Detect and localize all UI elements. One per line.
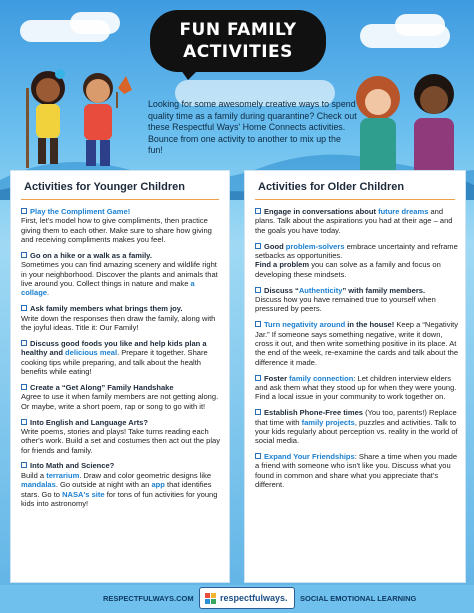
checkbox-icon[interactable] (255, 287, 261, 293)
title-banner (150, 10, 326, 72)
checkbox-icon[interactable] (255, 208, 261, 214)
list-item: Into Math and Science? Build a terrarium. Draw and color geometric designs like mandalas. Go outside at night with an app that identifies stars. Go to NASA's site for tons of fun activities for young kids into astronomy! (21, 461, 218, 508)
app-link[interactable]: app (151, 480, 165, 490)
terrarium-link[interactable]: terrarium (46, 470, 80, 480)
list-item: Ask family members what brings them joy. Write down the responses then draw the family, along with the joyful ideas. Title it: Our Family! (21, 304, 216, 332)
respectful-ways-logo[interactable] (199, 587, 295, 609)
turn-negativity-link[interactable]: Turn negativity around (264, 320, 346, 330)
list-item: Into English and Language Arts? Write poems, stories and plays! Take turns reading each other's work. Build a set and costumes then act out the play for friends and family. (21, 417, 221, 455)
website-link[interactable]: RESPECTFULWAYS.COM (103, 594, 194, 603)
cloud (395, 14, 445, 36)
sel-label: SOCIAL EMOTIONAL LEARNING (300, 594, 417, 603)
list-item: Expand Your Friendships: Share a time when you made a friend with someone who isn't like you. Discuss what you found in common and share what you appreciate that's different. (255, 452, 458, 490)
logo-wordmark: respectfulways. (220, 593, 288, 603)
checkbox-icon[interactable] (21, 252, 27, 258)
cloud (70, 12, 120, 34)
problem-solvers-link[interactable]: problem-solvers (285, 241, 345, 251)
checkbox-icon[interactable] (21, 340, 27, 346)
older-children-panel (244, 170, 466, 583)
younger-activity-list (21, 207, 223, 515)
title-line-1: FUN FAMILY (179, 20, 297, 40)
list-item: Discuss “Authenticity” with family members. Discuss how you have remained true to yourself when pressured by peers. (255, 285, 436, 314)
checkbox-icon[interactable] (255, 243, 261, 249)
heading-divider (255, 199, 455, 200)
authenticity-link[interactable]: Authenticity (298, 285, 343, 295)
heading-divider (21, 199, 219, 200)
checkbox-icon[interactable] (21, 305, 27, 311)
family-connection-link[interactable]: family connection (289, 373, 354, 383)
list-item: Create a “Get Along” Family Handshake Agree to use it when family members are not getting along. Or maybe, write a short poem, rap or song to go with it! (21, 382, 219, 411)
list-item: Establish Phone-Free times (You too, parents!) Replace that time with family projects, puzzles and activities. Talk to your kids regularly about perception vs. reality in the world of social media. (255, 408, 458, 446)
checkbox-icon[interactable] (255, 375, 261, 381)
list-item: Discuss good foods you like and help kids plan a healthy and delicious meal. Prepare it together. Share cooking tips while preparing, and talk about the health benefits while eating! (21, 338, 208, 376)
title-line-2: ACTIVITIES (183, 42, 293, 62)
older-heading: Activities for Older Children (245, 171, 465, 201)
list-item: Go on a hike or a walk as a family. Sometimes you can find amazing scenery and wildlife right in your neighborhood. Discover the plants and animals that live around you. Collect things in nature and make a collage. (21, 250, 218, 298)
checkbox-icon[interactable] (21, 462, 27, 468)
list-item: Foster family connection: Let children interview elders and ask them what they stood up for when they were young. Find a local issue in your community to work together on. (255, 373, 457, 402)
expand-friendships-link[interactable]: Expand Your Friendships (264, 452, 355, 462)
family-projects-link[interactable]: family projects (301, 417, 355, 427)
future-dreams-link[interactable]: future dreams (378, 207, 429, 216)
younger-children-panel (10, 170, 230, 583)
logo-mark-icon (205, 593, 217, 605)
checkbox-icon[interactable] (21, 384, 27, 390)
speech-bubble-tail (178, 66, 202, 80)
list-item: Turn negativity around in the house! Keep a “Negativity Jar.” If someone says something negative, write it down, cross it out, and then write something positive in its place. At the end of the week, re-examine the cards and talk about the difference it made. (255, 320, 459, 367)
delicious-meal-link[interactable]: delicious meal (65, 348, 118, 358)
nasa-site-link[interactable]: NASA's site (62, 489, 105, 499)
younger-children-illustration (18, 58, 138, 170)
intro-text: Looking for some awesomely creative ways to spend quality time as a family during quarantine? Check out these Respectful Ways' Home Connects activities. Bounce from one activity to another to mix up the fun! (148, 99, 357, 156)
list-item: Play the Compliment Game! First, let's model how to give compliments, then practice giving them to each other. Make sure to share how giving and receiving compliments makes you feel. (21, 207, 212, 245)
collage-link[interactable]: a collage (21, 279, 195, 298)
footer (0, 585, 474, 613)
younger-heading: Activities for Younger Children (11, 171, 229, 201)
list-item: Good problem-solvers embrace uncertainty and reframe setbacks as opportunities. Find a problem you can solve as a family and focus on developing these mindsets. (255, 241, 458, 279)
mandalas-link[interactable]: mandalas (21, 480, 56, 490)
older-activity-list (255, 207, 459, 496)
checkbox-icon[interactable] (255, 453, 261, 459)
checkbox-icon[interactable] (21, 419, 27, 425)
checkbox-icon[interactable] (255, 409, 261, 415)
list-item: Engage in conversations about future dreams and plans. Talk about the aspirations you had at their age – and the goals you have today. (255, 207, 453, 235)
checkbox-icon[interactable] (255, 321, 261, 327)
checkbox-icon[interactable] (21, 208, 27, 214)
older-children-illustration (346, 70, 468, 182)
